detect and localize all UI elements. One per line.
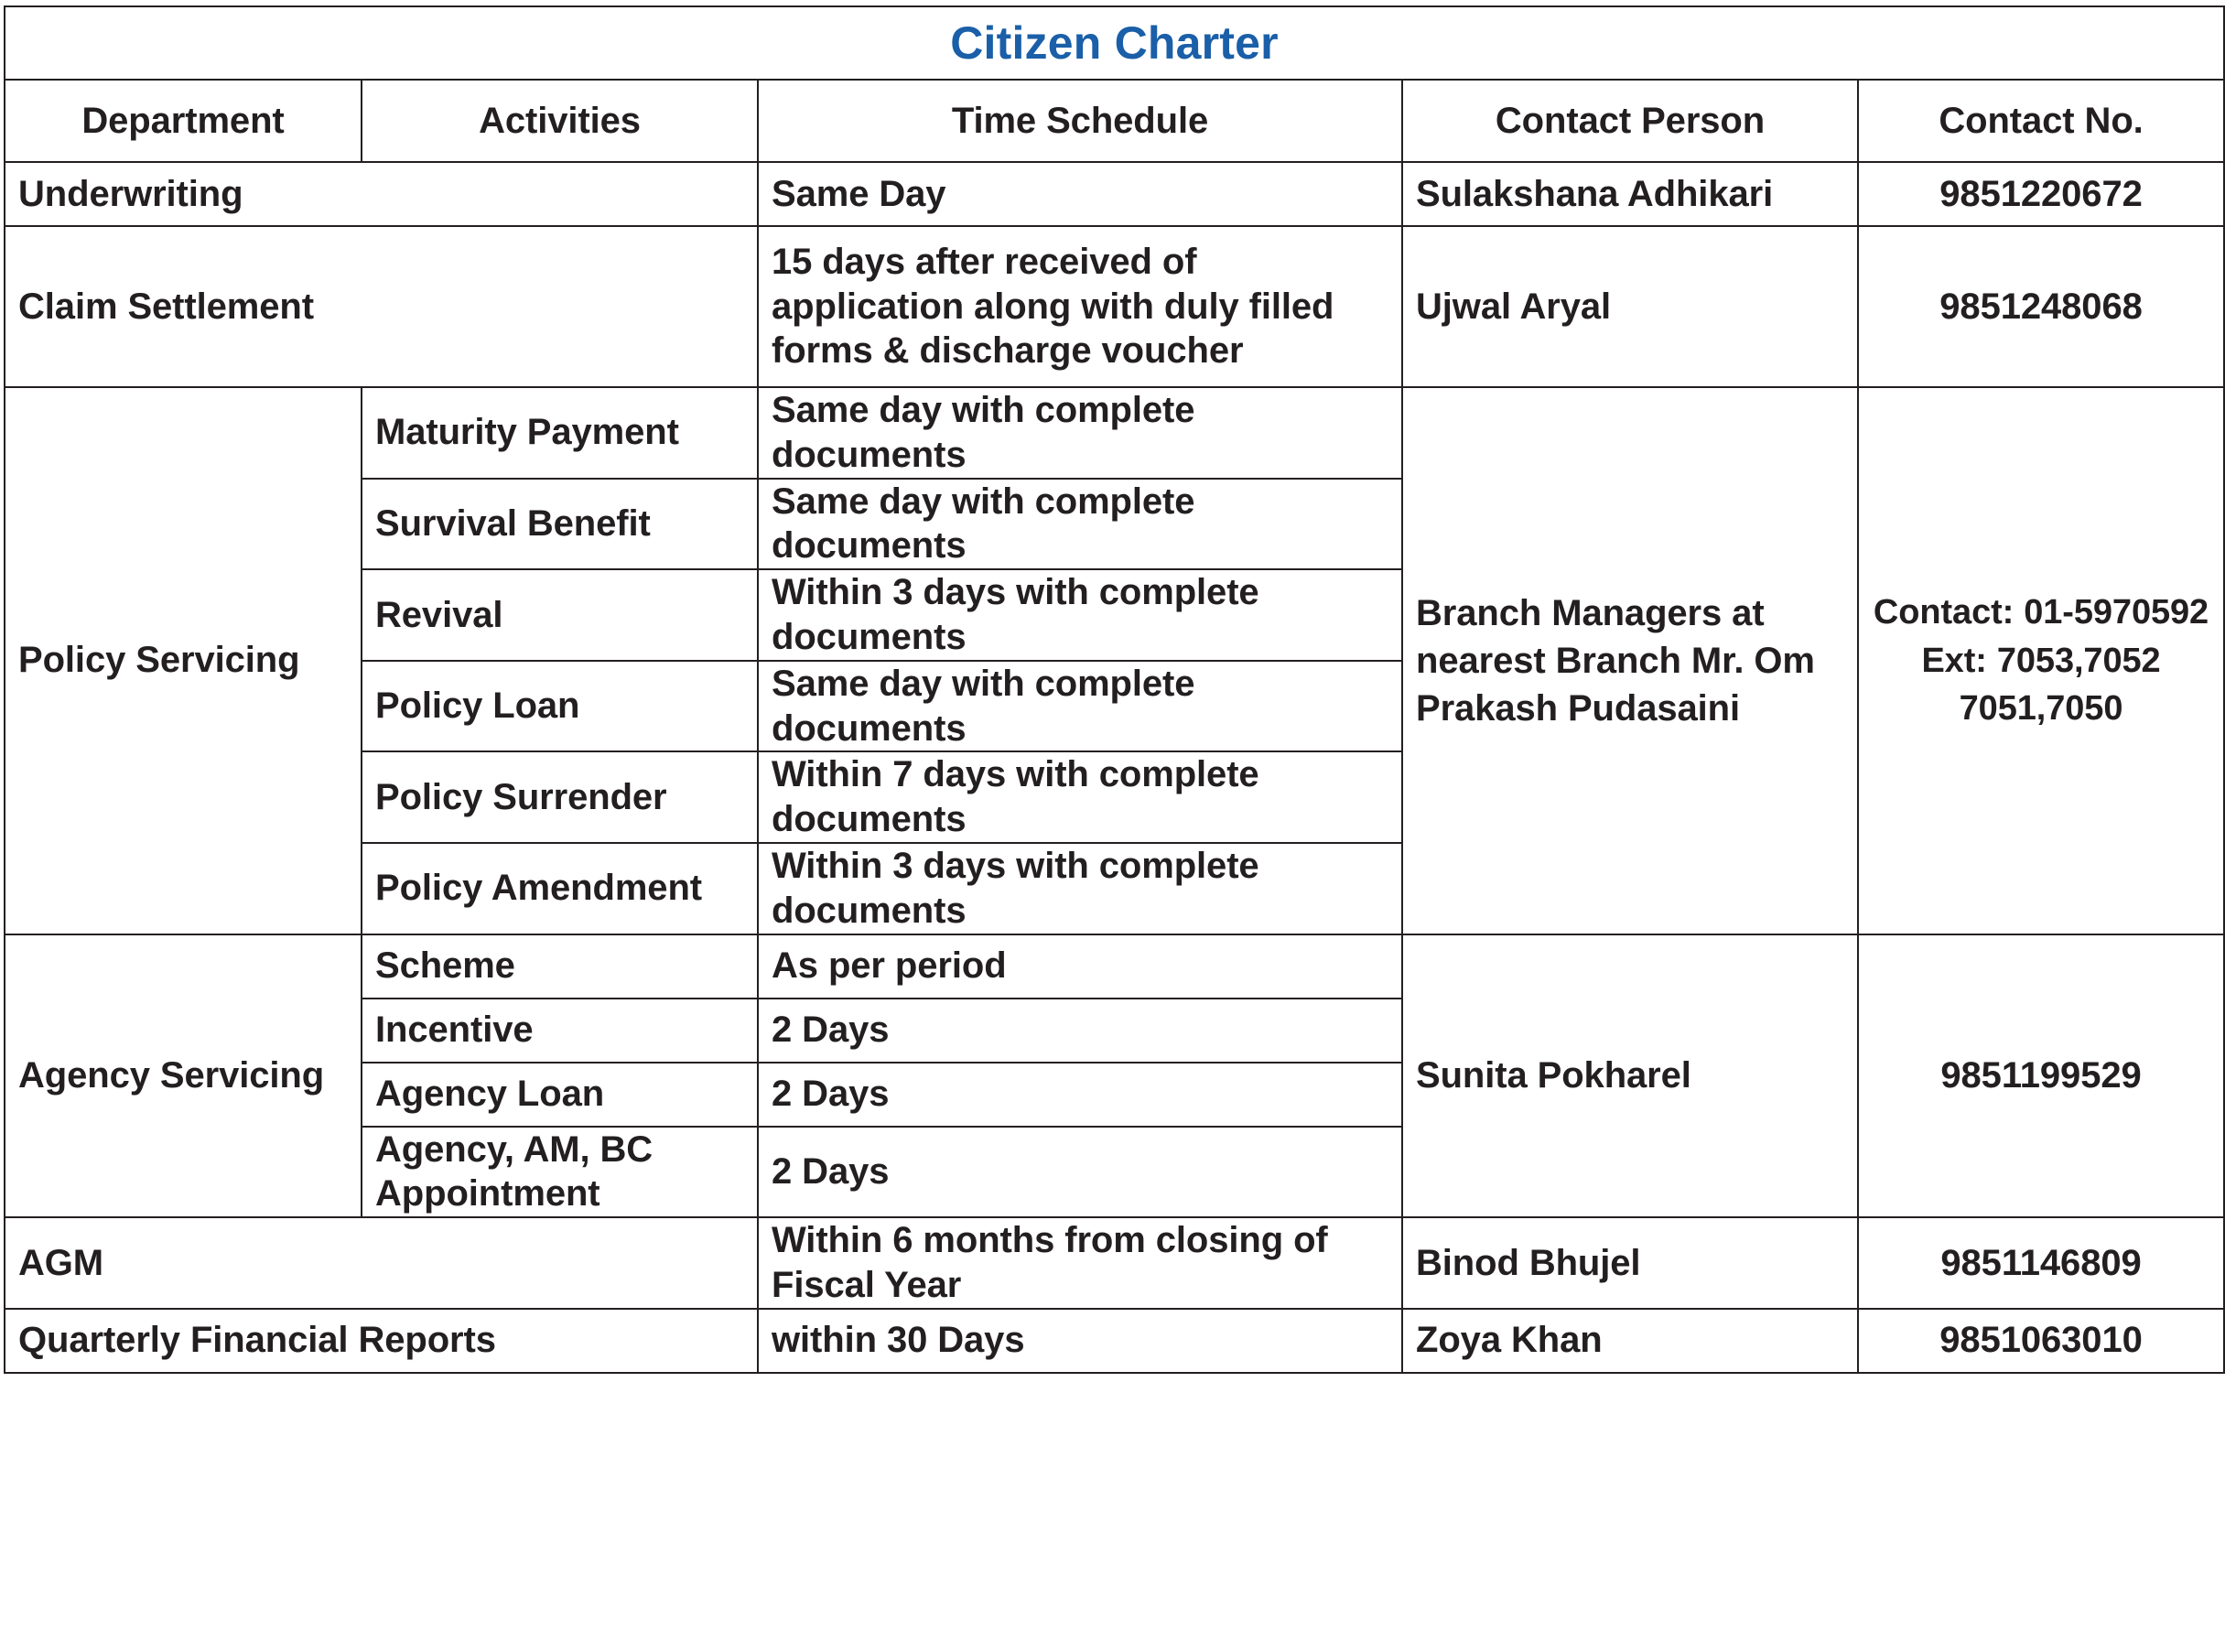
page-title-cell: [5, 6, 2224, 80]
cell-time-agm: Within 6 months from closing of Fiscal Year: [758, 1217, 1402, 1309]
cell-department-claim-settlement: Claim Settlement: [5, 226, 758, 387]
ext-numbers-line-1: 7053,7052: [1996, 641, 2161, 680]
cell-number-claim-settlement: 9851248068: [1858, 226, 2224, 387]
cell-time: Same day with complete documents: [758, 479, 1402, 570]
cell-activity: Scheme: [362, 934, 758, 999]
column-header-contact-no: Contact No.: [1858, 80, 2224, 162]
table-row: [5, 1309, 2224, 1373]
cell-person-quarterly-reports: Zoya Khan: [1402, 1309, 1858, 1373]
cell-department-underwriting: Underwriting: [5, 162, 758, 226]
table-row: [5, 1217, 2224, 1309]
cell-time: As per period: [758, 934, 1402, 999]
table-title-row: [5, 6, 2224, 80]
column-header-contact-person: Contact Person: [1402, 80, 1858, 162]
contact-number: 01-5970592: [2024, 593, 2209, 632]
cell-person-agency-servicing: Sunita Pokharel: [1402, 934, 1858, 1218]
cell-department-quarterly-reports: Quarterly Financial Reports: [5, 1309, 758, 1373]
cell-activity: Maturity Payment: [362, 387, 758, 479]
ext-label: Ext:: [1921, 641, 1987, 680]
table-row: [5, 226, 2224, 387]
cell-department-agm: AGM: [5, 1217, 758, 1309]
column-header-time-schedule: Time Schedule: [758, 80, 1402, 162]
cell-activity: Policy Loan: [362, 661, 758, 752]
cell-activity: Policy Surrender: [362, 751, 758, 843]
column-header-activities: Activities: [362, 80, 758, 162]
cell-number-agm: 9851146809: [1858, 1217, 2224, 1309]
cell-person-agm: Binod Bhujel: [1402, 1217, 1858, 1309]
page-title: Citizen Charter: [950, 17, 1279, 69]
ext-numbers-line-2: 7051,7050: [1959, 689, 2123, 728]
table-row: [5, 162, 2224, 226]
cell-number-underwriting: 9851220672: [1858, 162, 2224, 226]
cell-number-agency-servicing: 9851199529: [1858, 934, 2224, 1218]
cell-department-agency-servicing: Agency Servicing: [5, 934, 362, 1218]
cell-time: Within 7 days with complete documents: [758, 751, 1402, 843]
table-header-row: [5, 80, 2224, 162]
cell-activity: Revival: [362, 569, 758, 661]
cell-time-quarterly-reports: within 30 Days: [758, 1309, 1402, 1373]
cell-time: 2 Days: [758, 1127, 1402, 1218]
cell-time: Within 3 days with complete documents: [758, 843, 1402, 934]
cell-person-policy-servicing: [1402, 387, 1858, 934]
cell-number-quarterly-reports: 9851063010: [1858, 1309, 2224, 1373]
cell-time-underwriting: Same Day: [758, 162, 1402, 226]
citizen-charter-table: [4, 5, 2225, 1374]
cell-department-policy-servicing: Policy Servicing: [5, 387, 362, 934]
cell-time: 2 Days: [758, 999, 1402, 1063]
table-row: [5, 934, 2224, 999]
cell-person-claim-settlement: Ujwal Aryal: [1402, 226, 1858, 387]
cell-time-claim-settlement: 15 days after received of application along with duly filled forms & discharge voucher: [758, 226, 1402, 387]
cell-time: Same day with complete documents: [758, 661, 1402, 752]
cell-activity: Agency, AM, BC Appointment: [362, 1127, 758, 1218]
cell-activity: Agency Loan: [362, 1063, 758, 1127]
cell-activity: Survival Benefit: [362, 479, 758, 570]
person-branch-managers: Branch Managers at nearest Branch: [1416, 592, 1765, 681]
cell-activity: Incentive: [362, 999, 758, 1063]
cell-time: Within 3 days with complete documents: [758, 569, 1402, 661]
cell-time: 2 Days: [758, 1063, 1402, 1127]
cell-time: Same day with complete documents: [758, 387, 1402, 479]
cell-number-policy-servicing: [1858, 387, 2224, 934]
cell-activity: Policy Amendment: [362, 843, 758, 934]
cell-person-underwriting: Sulakshana Adhikari: [1402, 162, 1858, 226]
table-row: [5, 387, 2224, 479]
person-om-prakash: Mr. Om Prakash Pudasaini: [1416, 640, 1815, 729]
column-header-department: Department: [5, 80, 362, 162]
contact-label: Contact:: [1873, 593, 2014, 632]
